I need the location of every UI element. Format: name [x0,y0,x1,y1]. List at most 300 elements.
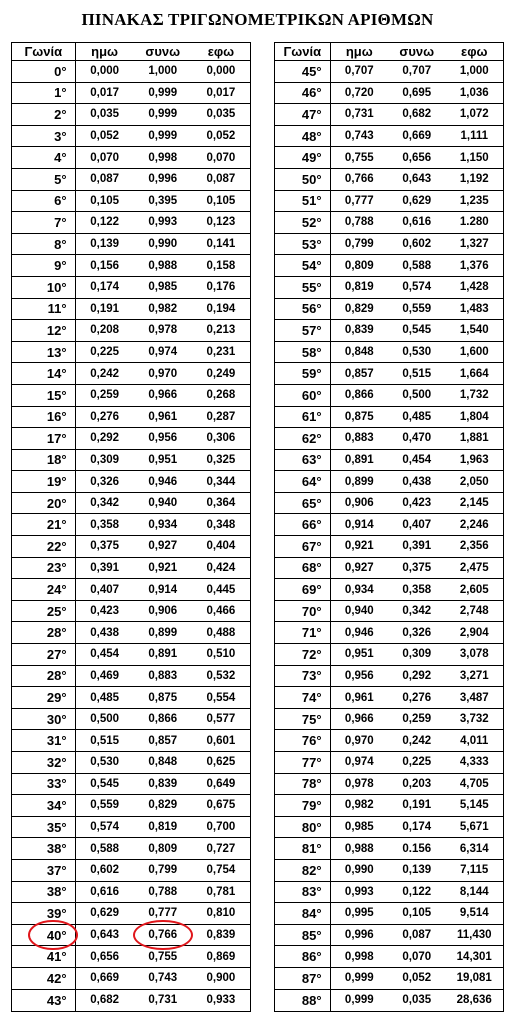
sin-cell: 0,829 [344,302,374,315]
sin-cell: 0,070 [90,151,120,164]
cos-cell: 0,875 [148,691,178,704]
table-row [275,363,503,385]
page-title: ΠΙΝΑΚΑΣ ΤΡΙΓΩΝΟΜΕΤΡΙΚΩΝ ΑΡΙΘΜΩΝ [81,10,434,29]
sin-cell: 0,927 [344,561,374,574]
angle-cell: 56° [275,299,331,320]
sin-cell: 0,174 [90,281,120,294]
sin-cell: 0,988 [344,842,374,855]
tan-cell: 2,145 [459,497,489,510]
table-row [12,234,250,256]
tan-cell: 2,356 [459,540,489,553]
tan-cell: 5,145 [459,799,489,812]
tan-cell: 4,011 [460,734,489,747]
angle-cell: 47° [275,104,331,125]
cos-cell: 0,848 [148,756,178,769]
sin-cell: 0,035 [90,108,120,121]
angle-cell: 29° [12,687,76,708]
cos-cell: 0,857 [148,734,178,747]
cos-cell: 0,035 [402,994,432,1007]
cos-cell: 0,485 [402,410,432,423]
sin-cell: 0,391 [90,561,120,574]
angle-cell: 23° [12,558,76,579]
angle-cell: 24° [12,579,76,600]
cos-cell: 0,105 [402,907,432,920]
table-row [12,277,250,299]
angle-cell: 20° [12,493,76,514]
table-row [12,774,250,796]
table-row [275,795,503,817]
table-row [12,320,250,342]
table-row [275,752,503,774]
tan-cell: 0,532 [206,669,236,682]
angle-cell: 10° [12,277,76,298]
angle-cell: 81° [275,838,331,859]
sin-cell: 0,656 [90,950,120,963]
angle-cell: 67° [275,536,331,557]
sin-cell: 0,469 [90,669,120,682]
tan-cell: 0,577 [206,713,236,726]
sin-cell: 0,616 [90,885,120,898]
tan-cell: 7,115 [460,864,489,877]
table-row [12,83,250,105]
table-row [275,687,503,709]
table-row [275,946,503,968]
sin-cell: 0,342 [90,497,120,510]
table-row [275,558,503,580]
sin-cell: 0,951 [344,648,374,661]
angle-cell: 59° [275,363,331,384]
tan-cell: 0,306 [206,432,236,445]
tan-cell: 2,904 [459,626,489,639]
angle-cell: 68° [275,558,331,579]
angle-cell: 70° [275,601,331,622]
cos-cell: 0,946 [148,475,178,488]
table-row [275,860,503,882]
sin-cell: 0,956 [344,669,374,682]
tan-cell: 0,194 [206,302,236,315]
angle-cell: 62° [275,428,331,449]
angle-cell: 57° [275,320,331,341]
sin-cell: 0,866 [344,389,374,402]
sin-cell: 0,906 [344,497,374,510]
sin-cell: 0,000 [90,65,120,78]
angle-cell: 84° [275,903,331,924]
sin-cell: 0,017 [90,86,120,99]
table-row [12,752,250,774]
sin-cell: 0,122 [90,216,120,229]
tan-cell: 0,869 [206,950,236,963]
sin-cell: 0,669 [90,972,120,985]
cos-cell: 0,225 [402,756,432,769]
cos-cell: 0,707 [402,65,432,78]
header-sin: ημω [345,44,373,59]
cos-cell: 0,682 [402,108,432,121]
angle-cell: 42° [12,968,76,989]
cos-cell: 0,899 [148,626,178,639]
cos-cell: 0,982 [148,302,178,315]
angle-cell: 16° [12,407,76,428]
tan-cell: 0,000 [206,65,236,78]
tan-cell: 0,070 [206,151,236,164]
tan-cell: 0,404 [206,540,236,553]
tan-cell: 1,072 [459,108,489,121]
table-row [12,126,250,148]
table-row [12,428,250,450]
angle-cell: 12° [12,320,76,341]
cos-cell: 0,276 [402,691,432,704]
sin-cell: 0,755 [344,151,374,164]
tan-cell: 0,488 [206,626,236,639]
sin-cell: 0,545 [90,777,120,790]
angle-cell: 38° [12,838,76,859]
sin-cell: 0,156 [90,259,120,272]
angle-cell: 63° [275,450,331,471]
table-row [275,817,503,839]
sin-cell: 0,940 [344,605,374,618]
table-row [275,644,503,666]
header-cos: συνω [145,44,181,59]
cos-cell: 0,395 [148,194,178,207]
tan-cell: 1,881 [459,432,489,445]
sin-cell: 0,995 [344,907,374,920]
angle-cell: 77° [275,752,331,773]
header-cos: συνω [399,44,435,59]
table-row [275,299,503,321]
sin-cell: 0,423 [90,605,120,618]
tan-cell: 0,176 [206,281,236,294]
angle-cell: 46° [275,83,331,104]
angle-cell: 8° [12,234,76,255]
cos-cell: 0,940 [148,497,178,510]
table-row [275,428,503,450]
table-row [275,925,503,947]
sin-cell: 0,777 [344,194,374,207]
tan-cell: 0,700 [206,821,236,834]
angle-cell: 35° [12,817,76,838]
cos-cell: 0,242 [402,734,432,747]
sin-cell: 0,974 [344,756,374,769]
sin-cell: 0,375 [90,540,120,553]
cos-cell: 0,809 [148,842,178,855]
sin-cell: 0,588 [90,842,120,855]
sin-cell: 0,309 [90,453,120,466]
cos-cell: 0,309 [402,648,432,661]
tan-cell: 0,839 [206,929,236,942]
sin-cell: 0,358 [90,518,120,531]
cos-cell: 0,999 [148,108,178,121]
table-row [12,946,250,968]
sin-cell: 0,985 [344,821,374,834]
cos-cell: 0,819 [148,821,178,834]
cos-cell: 0,743 [148,972,178,985]
table-row [275,990,503,1012]
angle-cell: 9° [12,255,76,276]
angle-cell: 13° [12,342,76,363]
table-row [12,169,250,191]
tan-cell: 19,081 [456,972,492,985]
angle-cell: 82° [275,860,331,881]
tan-cell: 0,445 [206,583,236,596]
tan-cell: 1,235 [459,194,489,207]
tan-cell: 3,078 [459,648,489,661]
tan-cell: 0,810 [206,907,236,920]
cos-cell: 0,777 [148,907,178,920]
tan-cell: 0,649 [206,777,236,790]
cos-cell: 0,731 [148,994,178,1007]
tan-cell: 6,314 [459,842,489,855]
sin-cell: 0,857 [344,367,374,380]
table-header [275,43,503,61]
angle-cell: 43° [12,990,76,1012]
sin-cell: 0,993 [344,885,374,898]
angle-cell: 33° [12,774,76,795]
cos-cell: 0,602 [402,238,432,251]
sin-cell: 0,454 [90,648,120,661]
cos-cell: 0,629 [402,194,432,207]
angle-cell: 83° [275,882,331,903]
angle-cell: 76° [275,730,331,751]
sin-cell: 0,899 [344,475,374,488]
angle-cell: 53° [275,234,331,255]
tan-cell: 0,348 [206,518,236,531]
angle-cell: 4° [12,147,76,168]
table-row [275,385,503,407]
table-row [275,407,503,429]
angle-cell: 64° [275,471,331,492]
angle-cell: 58° [275,342,331,363]
angle-cell: 50° [275,169,331,190]
tan-cell: 0,601 [206,734,236,747]
tan-cell: 0,344 [206,475,236,488]
cos-cell: 0,998 [148,151,178,164]
angle-cell: 88° [275,990,331,1012]
sin-cell: 0,720 [344,86,374,99]
tan-cell: 0,424 [206,561,236,574]
table-row [12,903,250,925]
table-row [275,212,503,234]
cos-cell: 0,927 [148,540,178,553]
table-row [275,83,503,105]
cos-cell: 0,656 [402,151,432,164]
sin-cell: 0,809 [344,259,374,272]
tan-cell: 0,625 [206,756,236,769]
sin-cell: 0,848 [344,346,374,359]
tan-cell: 0,268 [206,389,236,402]
sin-cell: 0,788 [344,216,374,229]
tan-cell: 0,017 [206,86,236,99]
cos-cell: 0,087 [402,929,432,942]
cos-cell: 0,358 [402,583,432,596]
sin-cell: 0,934 [344,583,374,596]
tan-cell: 3,732 [459,713,489,726]
tan-cell: 9,514 [459,907,489,920]
cos-cell: 0.156 [402,842,432,855]
angle-cell: 38° [12,882,76,903]
tan-cell: 0,466 [206,605,236,618]
angle-cell: 2° [12,104,76,125]
table-row [275,838,503,860]
cos-cell: 0,530 [402,346,432,359]
tan-cell: 0,554 [206,691,236,704]
tan-cell: 2,246 [459,518,489,531]
sin-cell: 0,276 [90,410,120,423]
table-row [275,536,503,558]
cos-cell: 0,122 [402,885,432,898]
tan-cell: 1,963 [459,453,489,466]
cos-cell: 0,643 [402,173,432,186]
angle-cell: 69° [275,579,331,600]
sin-cell: 0,990 [344,864,374,877]
cos-cell: 0,695 [402,86,432,99]
angle-cell: 75° [275,709,331,730]
cos-cell: 0,799 [148,864,178,877]
cos-cell: 0,375 [402,561,432,574]
tan-cell: 28,636 [456,994,492,1007]
table-row [12,622,250,644]
cos-cell: 0,788 [148,885,178,898]
header-angle: Γωνία [12,43,76,60]
cos-cell: 0,292 [402,669,432,682]
cos-cell: 0,203 [402,777,432,790]
sin-cell: 0,966 [344,713,374,726]
angle-cell: 5° [12,169,76,190]
sin-cell: 0,982 [344,799,374,812]
tan-cell: 1,327 [459,238,489,251]
table-row [12,709,250,731]
table-row [12,601,250,623]
angle-cell: 3° [12,126,76,147]
sin-cell: 0,500 [90,713,120,726]
header-angle: Γωνία [275,43,331,60]
tan-cell: 0,105 [206,194,236,207]
cos-cell: 0,342 [402,605,432,618]
table-row [12,450,250,472]
angle-cell: 7° [12,212,76,233]
cos-cell: 0,545 [402,324,432,337]
angle-cell: 31° [12,730,76,751]
table-row [275,169,503,191]
tan-cell: 1,540 [459,324,489,337]
tan-cell: 0,123 [206,216,236,229]
table-row [275,471,503,493]
table-row [275,191,503,213]
trig-table-right [274,42,504,1012]
angle-cell: 86° [275,946,331,967]
angle-cell: 52° [275,212,331,233]
cos-cell: 0,839 [148,777,178,790]
table-row [12,860,250,882]
table-row [12,644,250,666]
header-tan: εφω [207,44,235,59]
sin-cell: 0,731 [344,108,374,121]
cos-cell: 0,974 [148,346,178,359]
angle-cell: 80° [275,817,331,838]
sin-cell: 0,485 [90,691,120,704]
angle-cell: 34° [12,795,76,816]
sin-cell: 0,643 [90,929,120,942]
sin-cell: 0,105 [90,194,120,207]
angle-cell: 74° [275,687,331,708]
cos-cell: 0,191 [402,799,432,812]
sin-cell: 0,530 [90,756,120,769]
table-row [12,730,250,752]
table-row [12,342,250,364]
table-row [275,903,503,925]
table-row [12,255,250,277]
angle-cell: 22° [12,536,76,557]
table-row [12,147,250,169]
cos-cell: 0,454 [402,453,432,466]
table-row [275,709,503,731]
angle-cell: 49° [275,147,331,168]
table-row [12,925,250,947]
tan-cell: 1,376 [459,259,489,272]
table-row [12,817,250,839]
cos-cell: 0,052 [402,972,432,985]
table-row [12,407,250,429]
cos-cell: 0,766 [148,929,178,942]
sin-cell: 0,998 [344,950,374,963]
sin-cell: 0,629 [90,907,120,920]
cos-cell: 0,970 [148,367,178,380]
angle-cell: 87° [275,968,331,989]
table-row [12,363,250,385]
tan-cell: 0,933 [206,994,236,1007]
cos-cell: 0,423 [402,497,432,510]
sin-cell: 0,996 [344,929,374,942]
sin-cell: 0,961 [344,691,374,704]
sin-cell: 0,766 [344,173,374,186]
tan-cell: 3,487 [459,691,489,704]
cos-cell: 0,993 [148,216,178,229]
sin-cell: 0,602 [90,864,120,877]
sin-cell: 0,743 [344,130,374,143]
table-row [275,147,503,169]
table-header [12,43,250,61]
tan-cell: 5,671 [459,821,489,834]
table-row [12,471,250,493]
cos-cell: 0,988 [148,259,178,272]
table-row [275,234,503,256]
cos-cell: 0,978 [148,324,178,337]
angle-cell: 60° [275,385,331,406]
table-row [275,320,503,342]
sin-cell: 0,978 [344,777,374,790]
angle-cell: 1° [12,83,76,104]
tan-cell: 2,050 [459,475,489,488]
cos-cell: 0,470 [402,432,432,445]
tan-cell: 0,052 [206,130,236,143]
tan-cell: 4,705 [459,777,489,790]
table-row [275,61,503,83]
sin-cell: 0,921 [344,540,374,553]
table-row [275,255,503,277]
table-row [12,61,250,83]
cos-cell: 0,966 [148,389,178,402]
sin-cell: 0,883 [344,432,374,445]
angle-cell: 72° [275,644,331,665]
cos-cell: 0,999 [148,86,178,99]
tan-cell: 1.280 [459,216,489,229]
cos-cell: 0,174 [402,821,432,834]
tan-cell: 0,675 [206,799,236,812]
tan-cell: 0,781 [206,885,236,898]
cos-cell: 0,559 [402,302,432,315]
sin-cell: 0,259 [90,389,120,402]
sin-cell: 0,682 [90,994,120,1007]
cos-cell: 0,883 [148,669,178,682]
tan-cell: 0,035 [206,108,236,121]
